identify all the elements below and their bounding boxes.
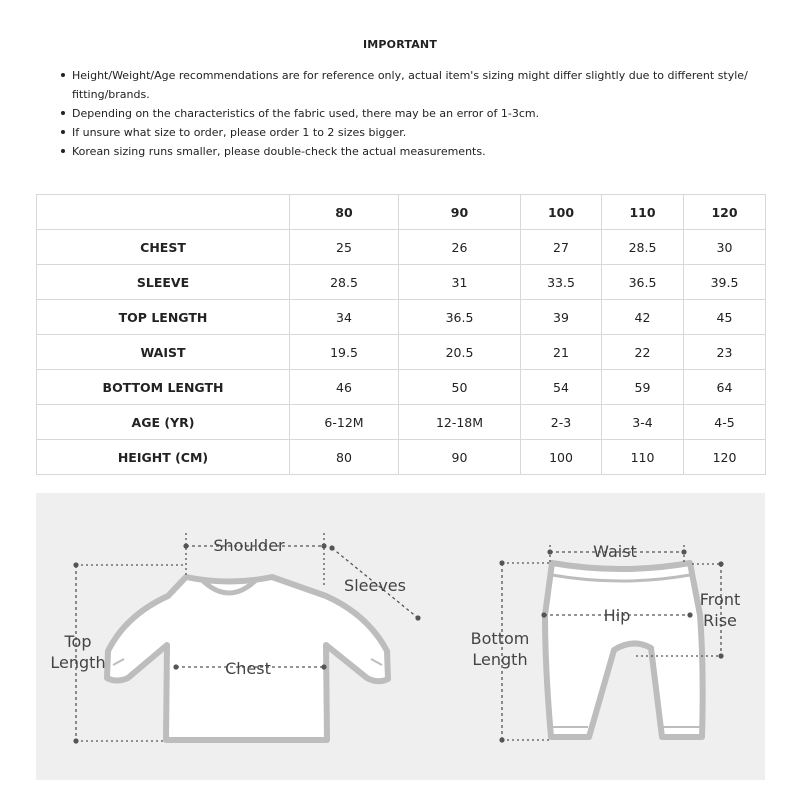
top-length-label-line2: Length (50, 653, 106, 672)
note-item: Depending on the characteristics of the fabric used, there may be an error of 1-3cm. (60, 104, 760, 123)
table-cell: 39.5 (684, 265, 766, 300)
table-cell: 27 (521, 230, 602, 265)
table-cell: 64 (684, 370, 766, 405)
table-cell: 36.5 (399, 300, 521, 335)
table-cell: 25 (290, 230, 399, 265)
table-cell: 26 (399, 230, 521, 265)
table-cell: 21 (521, 335, 602, 370)
table-row (37, 370, 766, 405)
table-cell: 31 (399, 265, 521, 300)
size-table (36, 194, 766, 475)
chest-label: Chest (225, 659, 271, 678)
row-label: BOTTOM LENGTH (37, 370, 290, 405)
table-cell: 12-18M (399, 405, 521, 440)
table-cell: 4-5 (684, 405, 766, 440)
table-cell: 2-3 (521, 405, 602, 440)
column-header (37, 195, 290, 230)
table-cell: 90 (399, 440, 521, 475)
table-row (37, 405, 766, 440)
table-cell: 28.5 (290, 265, 399, 300)
column-header: 90 (399, 195, 521, 230)
note-item: Korean sizing runs smaller, please double-check the actual measurements. (60, 142, 760, 161)
row-label: HEIGHT (CM) (37, 440, 290, 475)
top-length-label-line1: Top (64, 632, 92, 651)
measurement-diagram-svg (36, 493, 765, 780)
table-cell: 28.5 (602, 230, 684, 265)
row-label: SLEEVE (37, 265, 290, 300)
table-row (37, 265, 766, 300)
column-header: 110 (602, 195, 684, 230)
table-row (37, 440, 766, 475)
table-cell: 33.5 (521, 265, 602, 300)
note-item (60, 66, 760, 104)
column-header: 80 (290, 195, 399, 230)
row-label: CHEST (37, 230, 290, 265)
table-row (37, 335, 766, 370)
table-cell: 22 (602, 335, 684, 370)
waist-label: Waist (593, 542, 637, 561)
column-header: 120 (684, 195, 766, 230)
table-row (37, 300, 766, 335)
notes-list (60, 66, 760, 161)
table-cell: 23 (684, 335, 766, 370)
shoulder-label: Shoulder (213, 536, 285, 555)
table-cell: 45 (684, 300, 766, 335)
table-cell: 54 (521, 370, 602, 405)
table-cell: 50 (399, 370, 521, 405)
table-cell: 80 (290, 440, 399, 475)
table-cell: 36.5 (602, 265, 684, 300)
table-cell: 59 (602, 370, 684, 405)
table-cell: 20.5 (399, 335, 521, 370)
column-header: 100 (521, 195, 602, 230)
table-cell: 6-12M (290, 405, 399, 440)
table-cell: 19.5 (290, 335, 399, 370)
table-header-row (37, 195, 766, 230)
table-cell: 100 (521, 440, 602, 475)
table-cell: 110 (602, 440, 684, 475)
bottom-length-label-line2: Length (472, 650, 528, 669)
hip-label: Hip (603, 606, 631, 625)
note-item: If unsure what size to order, please order 1 to 2 sizes bigger. (60, 123, 760, 142)
sleeves-label: Sleeves (344, 576, 406, 595)
bottom-length-label-line1: Bottom (470, 629, 530, 648)
table-cell: 34 (290, 300, 399, 335)
row-label: TOP LENGTH (37, 300, 290, 335)
measurement-diagram (36, 493, 765, 780)
note-text: Height/Weight/Age recommendations are for reference only, actual item's sizing might differ slightly due to different style/ (72, 69, 748, 82)
front-rise-label-line2: Rise (703, 611, 737, 630)
row-label: AGE (YR) (37, 405, 290, 440)
table-cell: 3-4 (602, 405, 684, 440)
table-cell: 39 (521, 300, 602, 335)
table-cell: 120 (684, 440, 766, 475)
front-rise-label-line1: Front (699, 590, 741, 609)
table-row (37, 230, 766, 265)
note-text-continued: fitting/brands. (72, 88, 150, 101)
table-cell: 46 (290, 370, 399, 405)
pants-illustration (545, 563, 703, 737)
page-title: IMPORTANT (362, 38, 438, 51)
table-cell: 42 (602, 300, 684, 335)
row-label: WAIST (37, 335, 290, 370)
table-cell: 30 (684, 230, 766, 265)
